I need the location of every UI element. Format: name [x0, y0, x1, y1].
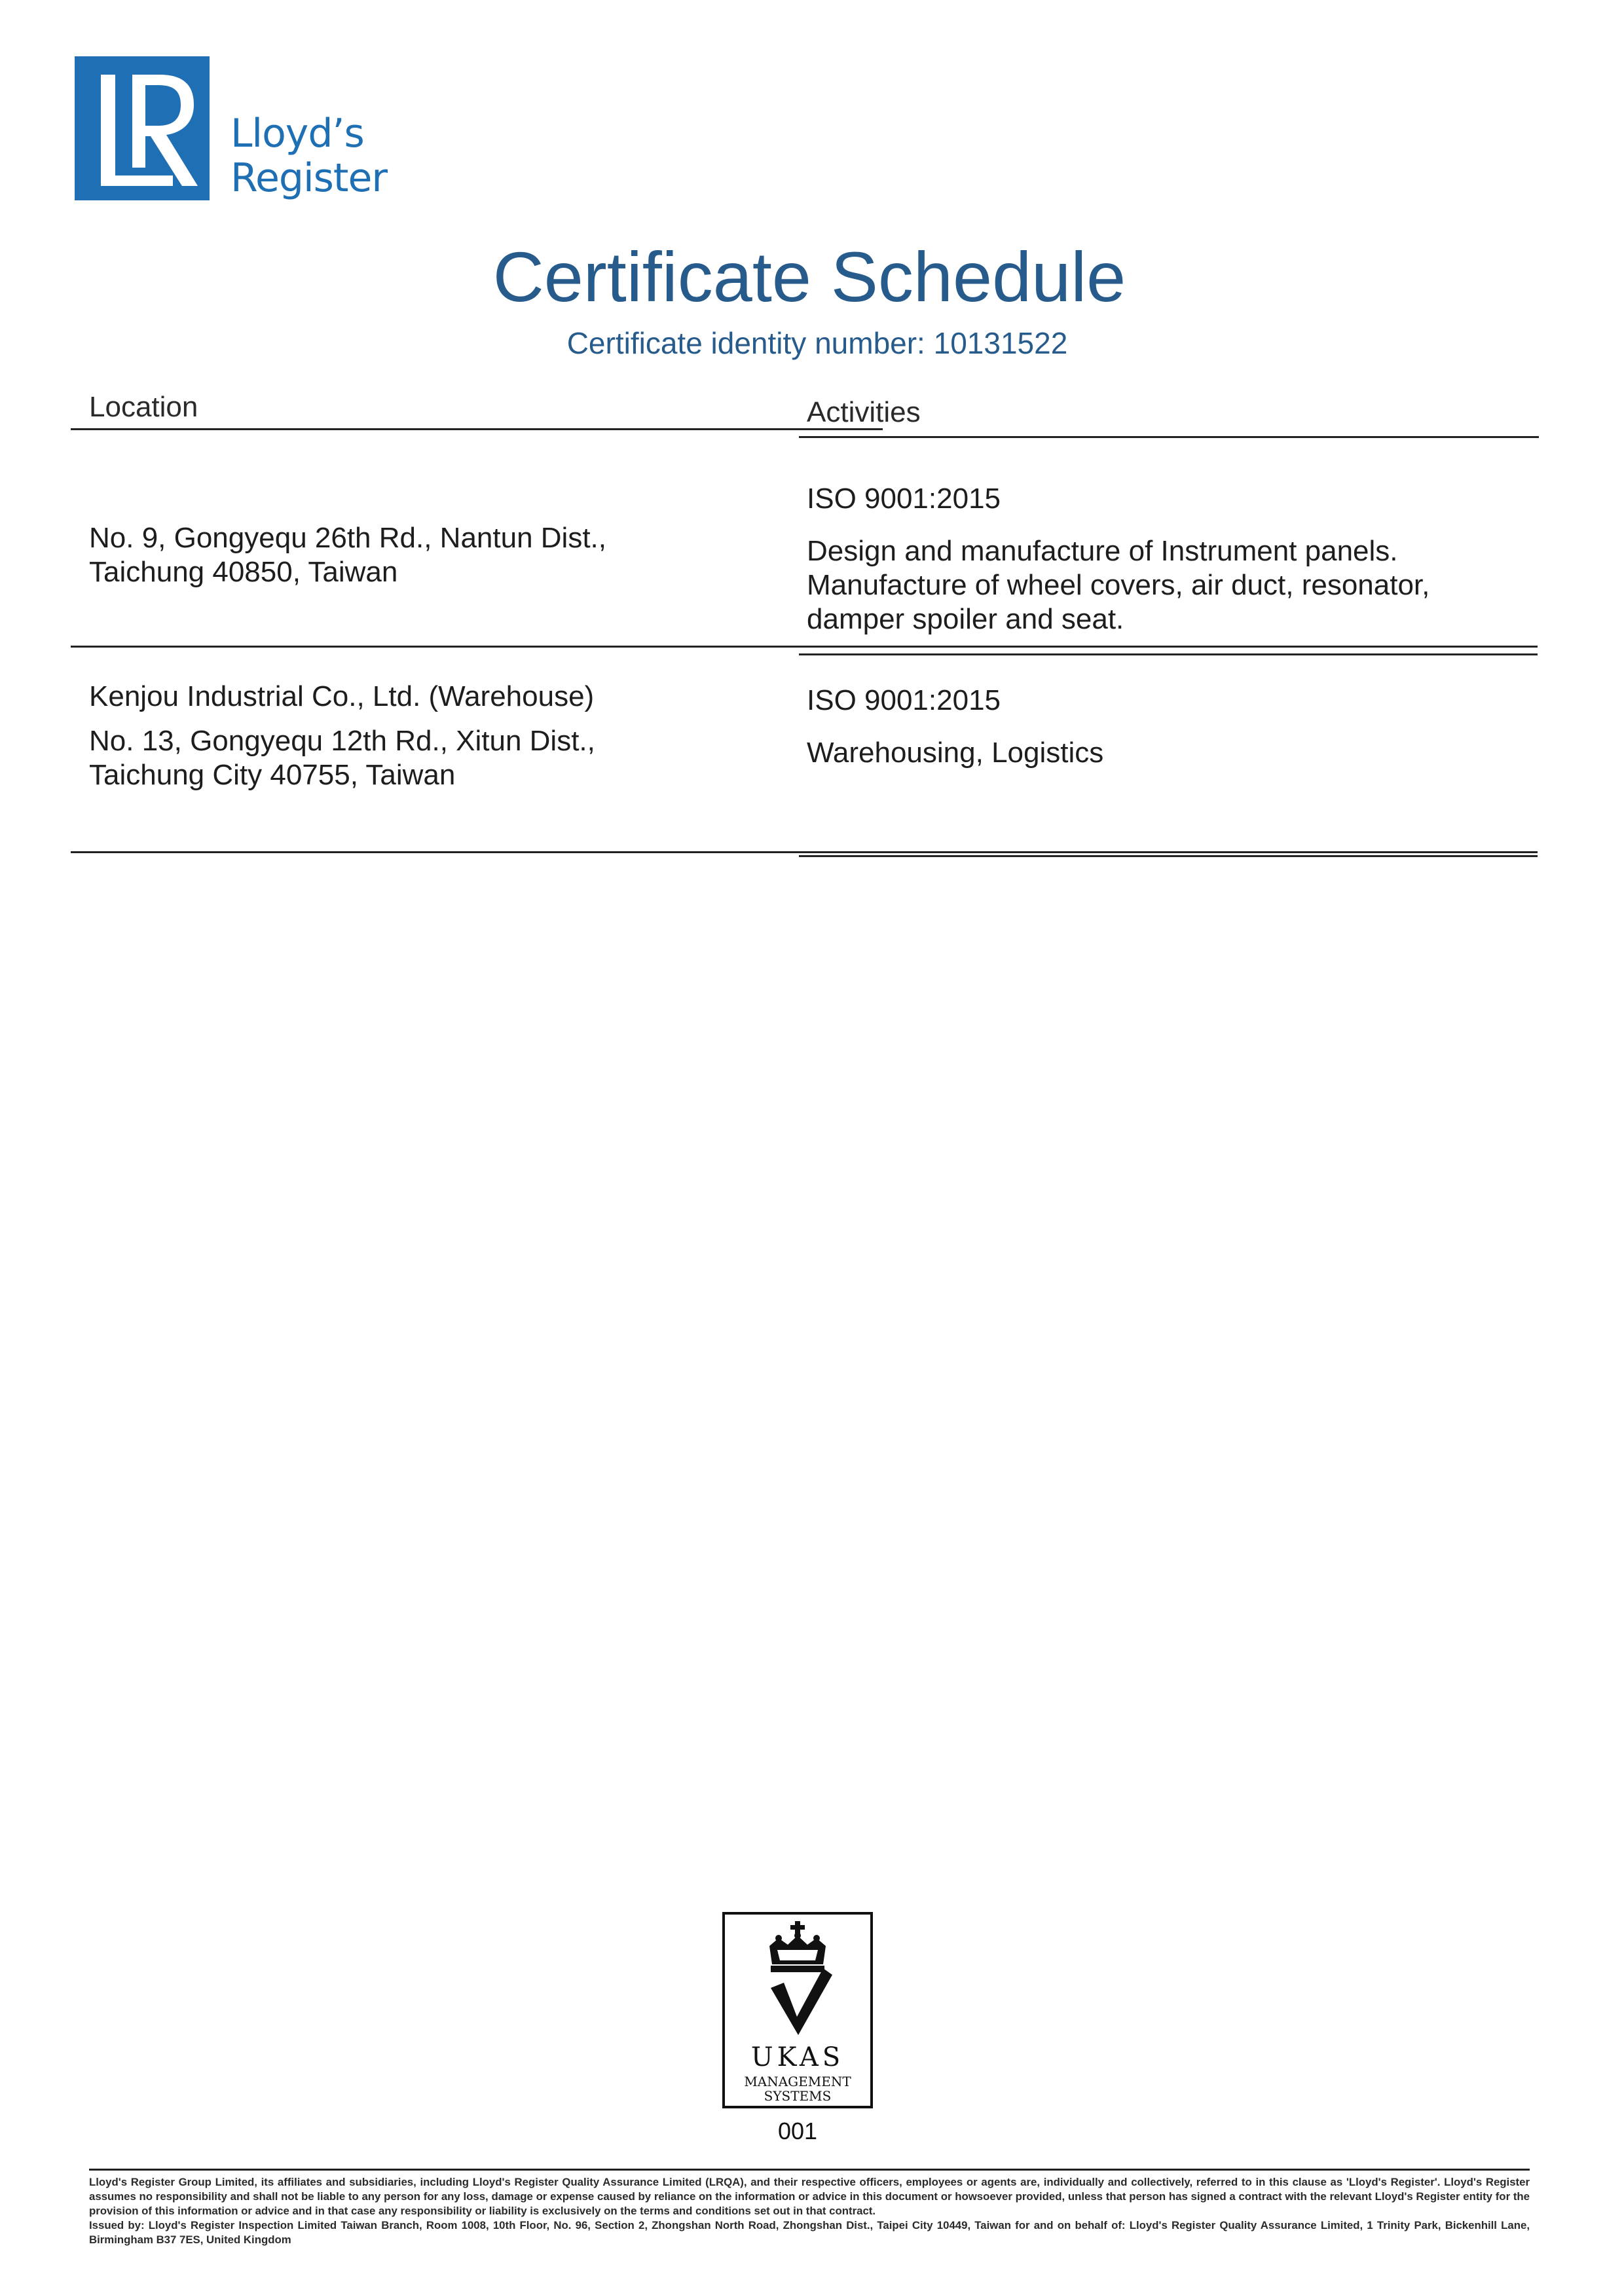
location-header: Location: [89, 391, 198, 423]
row1-activity-line2: Manufacture of wheel covers, air duct, resonator,: [807, 569, 1430, 601]
row1-activity-line3: damper spoiler and seat.: [807, 603, 1124, 635]
certificate-identity-number: Certificate identity number: 10131522: [566, 326, 1068, 360]
row1-address-line2: Taichung 40850, Taiwan: [89, 556, 398, 588]
ukas-number: 001: [777, 2118, 818, 2144]
row1-address: [89, 521, 744, 589]
row2-location-name: Kenjou Industrial Co., Ltd. (Warehouse): [89, 680, 595, 712]
row2-address-line1: No. 13, Gongyequ 12th Rd., Xitun Dist.,: [89, 725, 595, 757]
ukas-mark: [722, 1912, 873, 2108]
ukas-crown-tick-icon: [725, 1915, 870, 2039]
brand-line1: Lloyd’s: [231, 111, 364, 156]
header-divider: [71, 428, 883, 430]
footer-issued-by: Issued by: Lloyd's Register Inspection Limited Taiwan Branch, Room 1008, 10th Floor, No. 96, Section 2, Zhongshan North Road, Zhongshan Dist., Taipei City 10449, Taiwan for and on behalf of: Lloyd's Register Quality Assurance Limited, 1 Trinity Park, Bickenhill Lane, Birmingham B37 7ES, United Kingdom: [89, 2219, 1530, 2246]
row-divider-right: [799, 653, 1538, 655]
page-title: Certificate Schedule: [492, 237, 1126, 316]
brand-line2: Register: [231, 155, 388, 201]
row2-address: [89, 724, 744, 792]
header-divider-right: [799, 436, 1539, 438]
footer-disclaimer: [89, 2175, 1530, 2247]
ukas-word: UKAS: [750, 2042, 845, 2072]
table-bottom-divider: [71, 851, 1538, 853]
row1-address-line1: No. 9, Gongyequ 26th Rd., Nantun Dist.,: [89, 522, 607, 554]
footer-divider: [89, 2169, 1530, 2171]
row-divider: [71, 646, 1538, 648]
row2-standard: ISO 9001:2015: [807, 684, 1001, 716]
row2-address-line2: Taichung City 40755, Taiwan: [89, 759, 456, 791]
row1-activity-line1: Design and manufacture of Instrument panels.: [807, 535, 1398, 567]
ukas-systems: SYSTEMS: [764, 2088, 832, 2104]
activities-header: Activities: [807, 396, 921, 428]
row2-activity: Warehousing, Logistics: [807, 737, 1104, 769]
row1-standard: ISO 9001:2015: [807, 483, 1001, 515]
brand-name: [231, 111, 387, 200]
row1-activities: [807, 534, 1514, 636]
lr-logo-icon: [75, 56, 210, 200]
footer-liability-text: Lloyd's Register Group Limited, its affiliates and subsidiaries, including Lloyd's Register Quality Assurance Limited (LRQA), and their respective officers, employees or agents are, individually and collectively, referred to in this clause as 'Lloyd's Register'. Lloyd's Register assumes no responsibility and shall not be liable to any person for any loss, damage or expense caused by reliance on the information or advice in this document or howsoever provided, unless that person has signed a contract with the relevant Lloyd's Register entity for the provision of this information or advice and in that case any responsibility or liability is exclusively on the terms and conditions set out in that contract.: [89, 2176, 1530, 2217]
table-bottom-divider-right: [799, 855, 1538, 857]
ukas-management: MANAGEMENT: [744, 2074, 851, 2089]
